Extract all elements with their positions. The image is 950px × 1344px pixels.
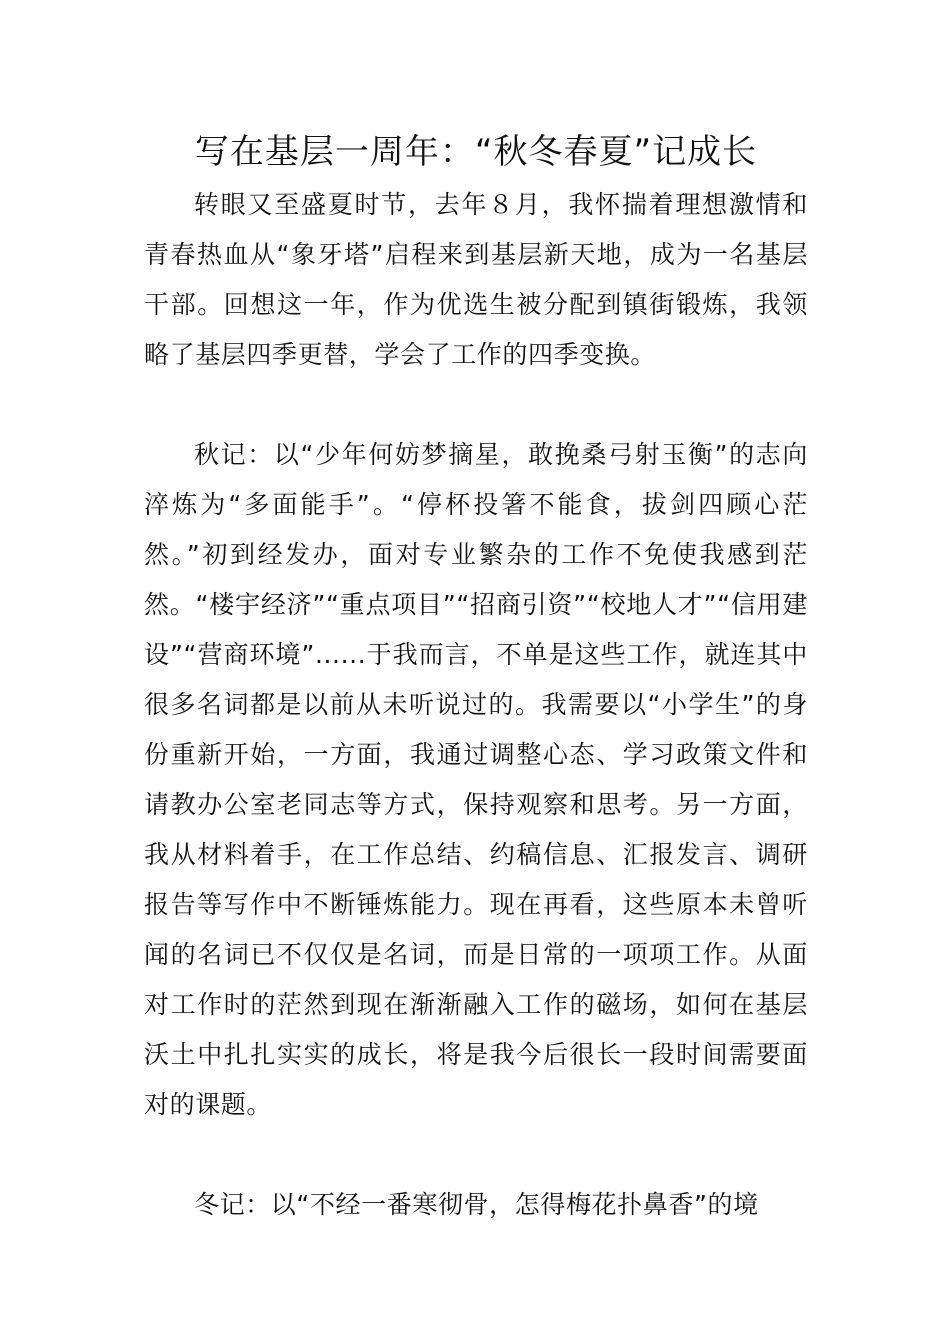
paragraph-autumn: 秋记：以“少年何妨梦摘星，敢挽桑弓射玉衡”的志向淬炼为“多面能手”。“停杯投箸不能食，拔剑四顾心茫然。”初到经发办，面对专业繁杂的工作不免使我感到茫然。“楼宇经济”“重点项目”“招商引资”“校地人才”“信用建设”“营商环境”......于我而言，不单是这些工作，就连其中很多名词都是以前从未听说过的。我需要以“小学生”的身份重新开始，一方面，我通过调整心态、学习政策文件和请教办公室老同志等方式，保持观察和思考。另一方面，我从材料着手，在工作总结、约稿信息、汇报发言、调研报告等写作中不断锤炼能力。现在再看，这些原本未曾听闻的名词已不仅仅是名词，而是日常的一项项工作。从面对工作时的茫然到现在渐渐融入工作的磁场，如何在基层沃土中扎扎实实的成长，将是我今后很长一段时间需要面对的课题。 <box>144 440 808 1119</box>
document-body <box>144 124 808 1230</box>
paragraph-spacer <box>144 380 808 430</box>
paragraph-intro: 转眼又至盛夏时节，去年８月，我怀揣着理想激情和青春热血从“象牙塔”启程来到基层新天地，成为一名基层干部。回想这一年，作为优选生被分配到镇街锻炼，我领略了基层四季更替，学会了工作的四季变换。 <box>144 190 808 369</box>
paragraph-spacer <box>144 1130 808 1180</box>
paragraph-winter: 冬记：以“不经一番寒彻骨，怎得梅花扑鼻香”的境 <box>194 1190 759 1219</box>
document-title: 写在基层一周年：“秋冬春夏”记成长 <box>194 132 758 172</box>
